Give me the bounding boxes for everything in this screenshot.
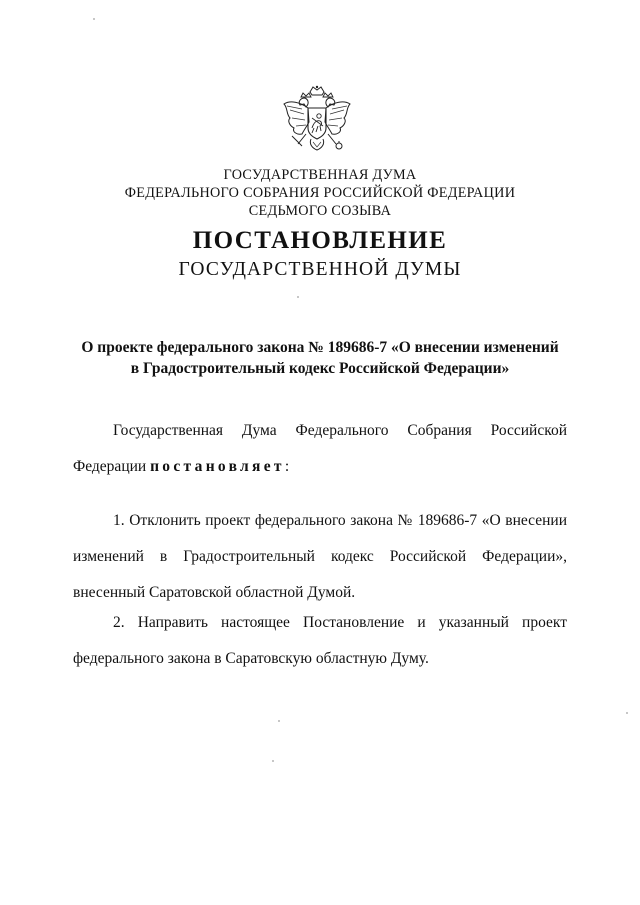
item-2-line-2: федерального закона в Саратовскую областную Думу.	[73, 650, 429, 667]
item-1-line-2: изменений в Градостроительный кодекс Российской Федерации»,	[73, 548, 567, 565]
subject-line-1: О проекте федерального закона № 189686-7 «О внесении изменений	[81, 339, 559, 356]
document-issuer-title: ГОСУДАРСТВЕННОЙ ДУМЫ	[178, 259, 462, 280]
item-1-paragraph	[73, 503, 567, 611]
intro-line-2-end: :	[284, 458, 290, 475]
russian-coat-of-arms-icon	[276, 84, 358, 160]
header-line-3: СЕДЬМОГО СОЗЫВА	[248, 203, 392, 219]
intro-line-2	[73, 449, 567, 485]
item-2-paragraph	[73, 605, 567, 677]
intro-line-2-start: Федерации	[73, 458, 151, 475]
item-2-line-1: 2. Направить настоящее Постановление и указанный проект	[113, 614, 567, 631]
subject-line-2: в Градостроительный кодекс Российской Федерации»	[130, 360, 510, 377]
issuing-body-header	[0, 166, 640, 220]
scan-speck	[278, 720, 280, 722]
header-line-2: ФЕДЕРАЛЬНОГО СОБРАНИЯ РОССИЙСКОЙ ФЕДЕРАЦИИ	[124, 185, 516, 201]
scan-speck	[93, 18, 95, 20]
intro-line-1: Государственная Дума Федерального Собрания Российской	[113, 422, 567, 439]
resolution-subject	[40, 337, 600, 379]
document-type-title: ПОСТАНОВЛЕНИЕ	[192, 227, 448, 254]
scan-speck	[272, 760, 274, 762]
intro-paragraph	[73, 413, 567, 485]
item-1-line-3: внесенный Саратовской областной Думой.	[73, 584, 356, 601]
coat-of-arms-emblem	[276, 84, 358, 160]
header-line-1: ГОСУДАРСТВЕННАЯ ДУМА	[223, 167, 417, 183]
resolves-word: постановляет	[150, 458, 285, 475]
scan-speck	[297, 296, 299, 298]
scan-speck	[626, 712, 628, 714]
item-1-line-1: 1. Отклонить проект федерального закона № 189686-7 «О внесении	[113, 512, 567, 529]
